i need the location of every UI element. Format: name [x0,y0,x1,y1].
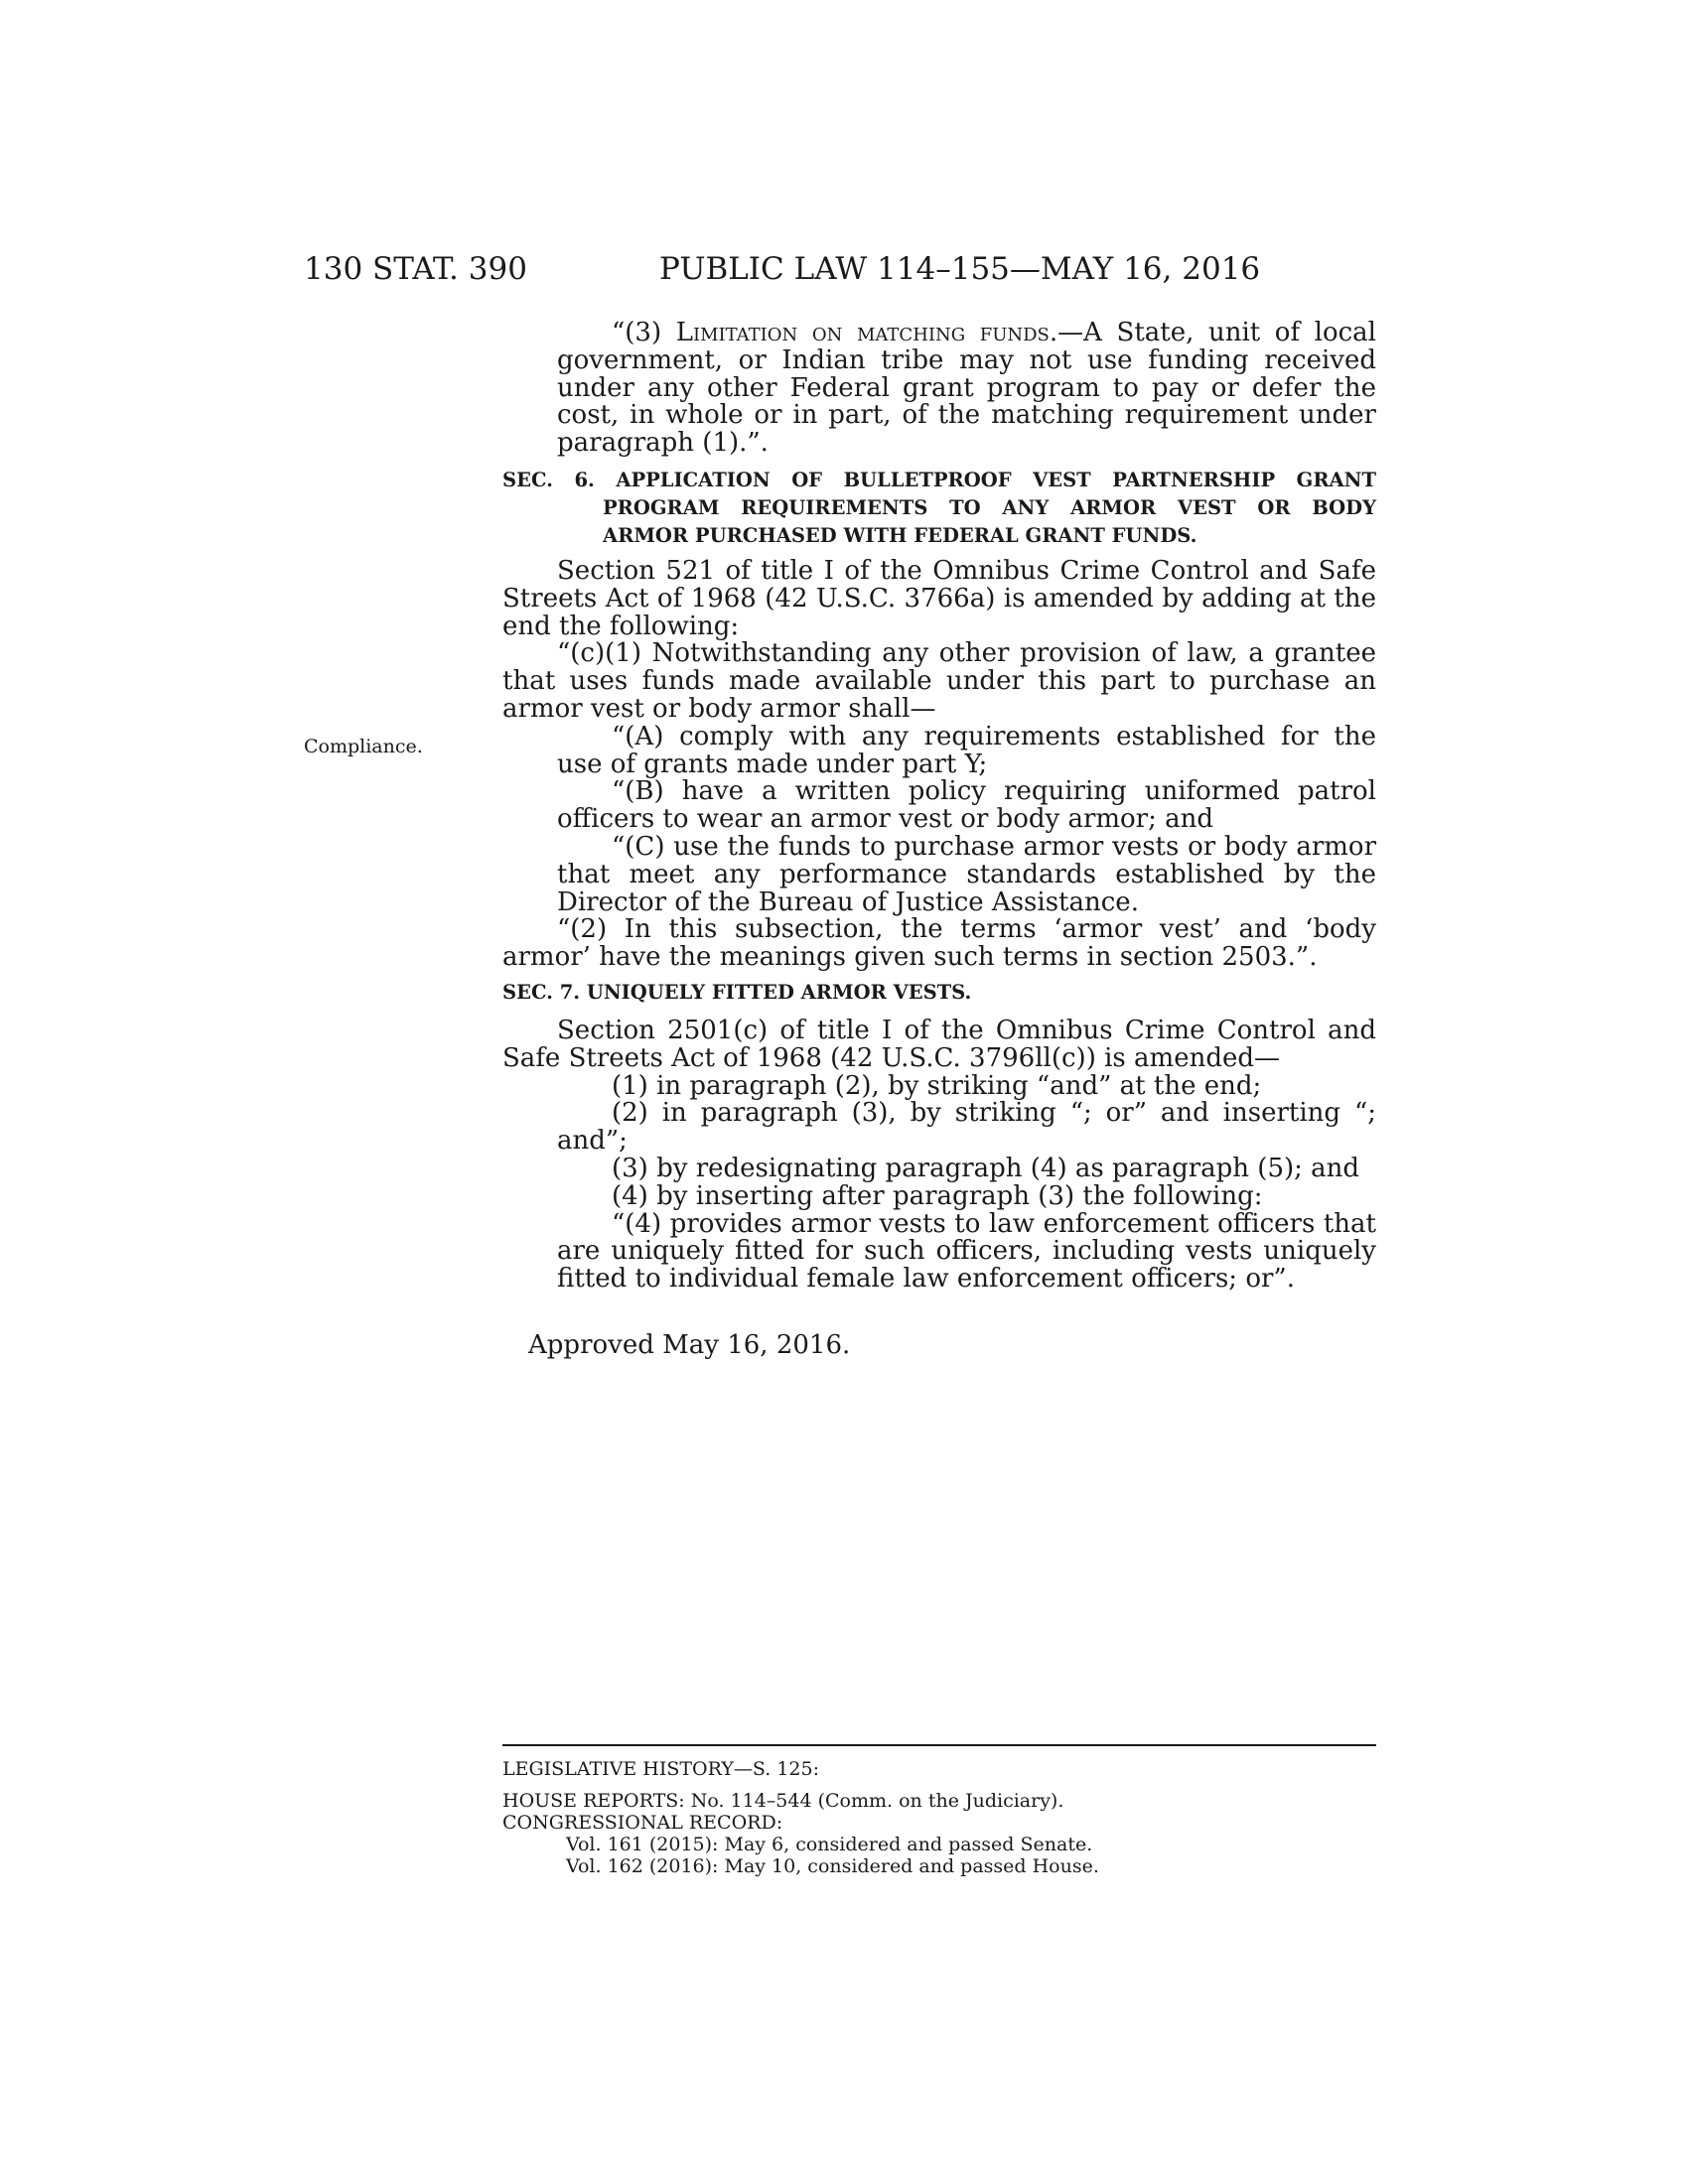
section-6-item-c: “(C) use the funds to purchase armor vests or body armor that meet any performance standards established by the Director of the Bureau of Justice Assistance. [557,831,1376,917]
section-7-item-1: (1) in paragraph (2), by striking “and” at the end; [612,1070,1262,1101]
congressional-record: CONGRESSIONAL RECORD: [502,1812,783,1834]
limitation-number: “(3) [612,318,662,347]
section-6-heading [502,467,1376,549]
limitation-heading: Limitation on matching funds [675,318,1050,347]
section-6-heading-line-1: SEC. 6. APPLICATION OF BULLETPROOF VEST PARTNERSHIP GRANT [502,469,1376,491]
running-header-title: PUBLIC LAW 114–155—MAY 16, 2016 [659,251,1261,287]
approval-date: Approved May 16, 2016. [528,1330,851,1360]
section-7-item-2: (2) in paragraph (3), by striking “; or” and inserting “; and”; [557,1098,1376,1157]
limitation-body: .—A State, unit of local government, or Indian tribe may not use funding received under any other Federal grant program to pay or defer the cost, in whole or in part, of the matching requirement under paragraph (1).”. [557,318,1377,459]
section-7-item-3: (3) by redesignating paragraph (4) as paragraph (5); and [612,1153,1360,1183]
section-6-subsection-c2: “(2) In this subsection, the terms ‘armor vest’ and ‘body armor’ have the meanings given such terms in section 2503.”. [502,914,1376,973]
section-7-quoted-paragraph: “(4) provides armor vests to law enforcement officers that are uniquely fitted for such officers, including vests uniquely fitted to individual female law enforcement officers; or”. [557,1208,1376,1295]
limitation-paragraph [502,320,1376,458]
section-6-body [502,558,1376,972]
stat-page-number: 130 STAT. 390 [304,251,527,287]
house-reports: HOUSE REPORTS: No. 114–544 (Comm. on the Judiciary). [502,1790,1064,1812]
footnote-divider [502,1744,1376,1746]
section-6-heading-line-2: PROGRAM REQUIREMENTS TO ANY ARMOR VEST OR BODY [603,495,1376,519]
section-6-item-a: “(A) comply with any requirements established for the use of grants made under part Y; [557,721,1376,779]
section-6-item-b: “(B) have a written policy requiring uniformed patrol officers to wear an armor vest or body armor; and [557,776,1376,835]
section-7-heading: SEC. 7. UNIQUELY FITTED ARMOR VESTS. [502,981,972,1004]
congressional-record-entry: Vol. 161 (2015): May 6, considered and passed Senate. [566,1834,1093,1855]
congressional-record-entry: Vol. 162 (2016): May 10, considered and passed House. [566,1855,1099,1877]
legislative-history-title: LEGISLATIVE HISTORY—S. 125: [502,1758,819,1780]
section-7-body [502,1018,1376,1294]
section-7-intro: Section 2501(c) of title I of the Omnibus Crime Control and Safe Streets Act of 1968 (42 U.S.C. 3796ll(c)) is amended— [502,1016,1376,1073]
section-6-intro: Section 521 of title I of the Omnibus Crime Control and Safe Streets Act of 1968 (42 U.S.C. 3766a) is amended by adding at the end the following: [502,556,1376,641]
paragraph-limitation-matching-funds [502,320,1376,458]
section-6-heading-line-3: ARMOR PURCHASED WITH FEDERAL GRANT FUNDS. [603,523,1197,547]
legislative-history [502,1744,1376,1877]
section-6-subsection-c1: “(c)(1) Notwithstanding any other provision of law, a grantee that uses funds made available under this part to purchase an armor vest or body armor shall— [502,638,1376,724]
margin-note-compliance: Compliance. [304,736,423,757]
section-7-item-4: (4) by inserting after paragraph (3) the following: [612,1180,1263,1211]
